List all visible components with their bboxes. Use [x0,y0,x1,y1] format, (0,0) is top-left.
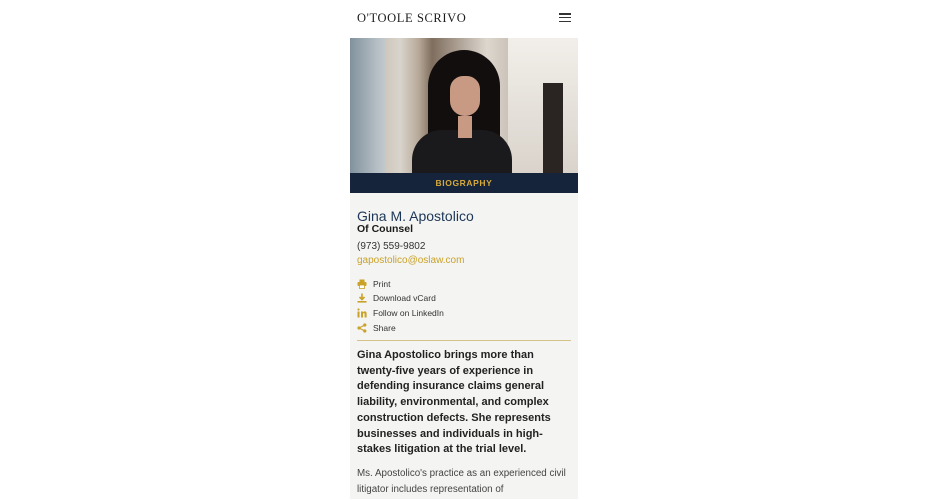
attorney-title: Of Counsel [357,223,414,235]
linkedin-label: Follow on LinkedIn [373,307,444,318]
download-vcard-action[interactable] [357,291,436,304]
print-label: Print [373,278,391,289]
download-vcard-label: Download vCard [373,292,436,303]
site-header [350,0,578,38]
attorney-name: Gina M. Apostolico [357,208,474,224]
email-link[interactable]: gapostolico@oslaw.com [357,255,465,266]
attorney-photo [350,38,578,173]
printer-icon [357,279,367,289]
section-divider [357,340,571,341]
share-icon [357,323,367,333]
linkedin-icon [357,308,367,318]
hamburger-menu-icon[interactable] [559,13,571,23]
linkedin-action[interactable] [357,306,444,319]
bio-body-paragraph: Ms. Apostolico's practice as an experienced civil litigator includes representation of [357,468,566,495]
share-action[interactable] [357,321,396,334]
phone-link[interactable]: (973) 559-9802 [357,241,426,252]
download-icon [357,293,367,303]
print-action[interactable] [357,277,390,290]
biography-band: BIOGRAPHY [350,173,578,193]
bio-lead-paragraph: Gina Apostolico brings more than twenty-five years of experience in defending insurance claims general liability, environmental, and complex construction defects. She represents businesses and individuals in high-stakes litigation at the trial level. [357,349,551,456]
mobile-page [350,0,578,499]
share-label: Share [373,322,396,333]
site-logo[interactable]: O'TOOLE SCRIVO [357,11,467,25]
